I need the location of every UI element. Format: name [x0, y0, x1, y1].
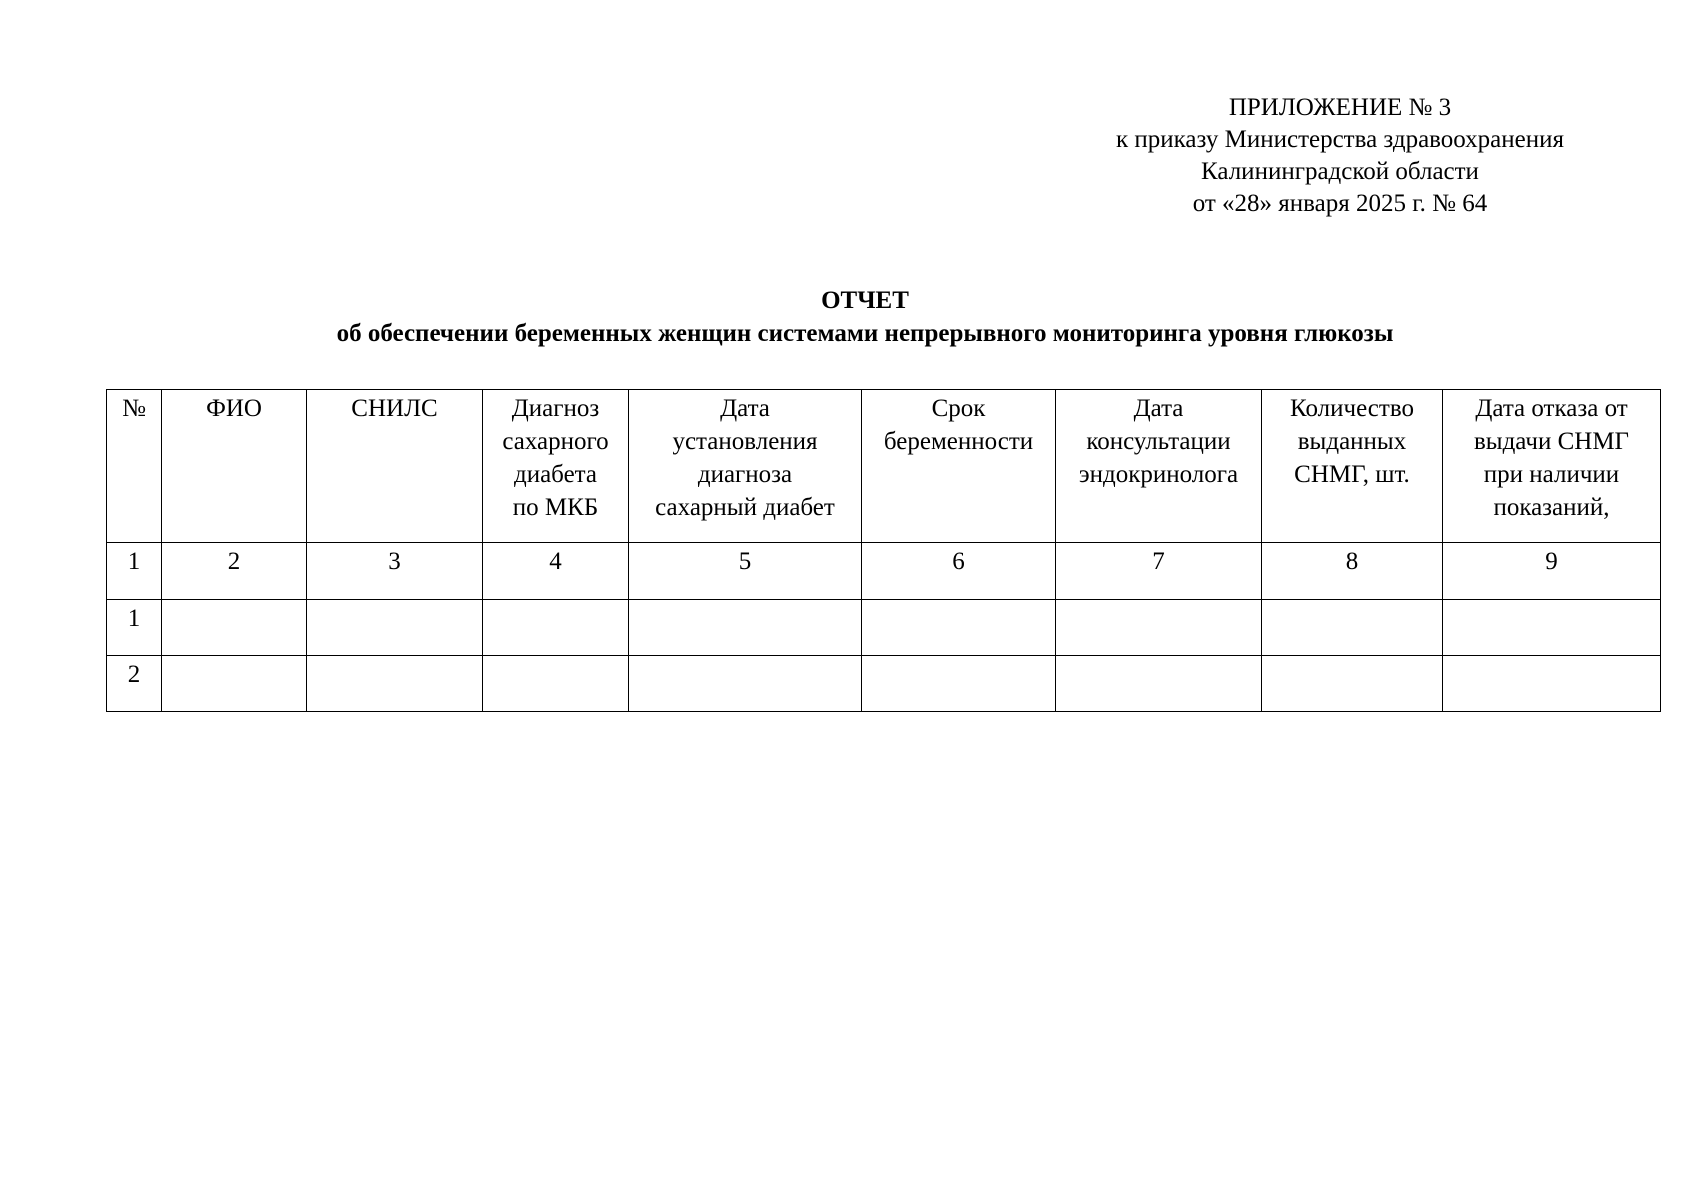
appendix-header	[1030, 92, 1650, 220]
column-number-cell: 3	[307, 543, 483, 600]
column-header	[1443, 390, 1661, 543]
column-header	[1262, 390, 1443, 543]
column-header	[107, 390, 162, 543]
column-number-cell: 5	[629, 543, 862, 600]
table-header-row	[107, 390, 1661, 543]
column-header-line: Дата	[720, 395, 770, 422]
column-number-cell: 2	[162, 543, 307, 600]
table-cell	[1056, 600, 1262, 656]
column-header-line: диагноза	[697, 461, 793, 488]
table-cell	[629, 656, 862, 712]
column-header-line: выданных	[1297, 428, 1407, 455]
column-number-cell: 4	[483, 543, 629, 600]
column-number-cell: 7	[1056, 543, 1262, 600]
column-number-row	[107, 543, 1661, 600]
appendix-date: от «28» января 2025 г. № 64	[1192, 190, 1488, 217]
column-number-cell: 1	[107, 543, 162, 600]
table-cell	[307, 600, 483, 656]
row-number-cell: 2	[107, 656, 162, 712]
column-header-line: показаний,	[1493, 494, 1610, 521]
column-header	[1056, 390, 1262, 543]
column-header-line: сахарного	[502, 428, 609, 455]
table-row	[107, 656, 1661, 712]
column-header-line: по МКБ	[512, 494, 599, 521]
column-header-line: №	[122, 395, 146, 422]
column-number-cell: 8	[1262, 543, 1443, 600]
column-header-line: Диагноз	[511, 395, 600, 422]
column-header-line: эндокринолога	[1078, 461, 1239, 488]
column-header	[629, 390, 862, 543]
column-header-line: ФИО	[206, 395, 262, 422]
column-header	[162, 390, 307, 543]
table-cell	[1443, 600, 1661, 656]
column-header-line: Дата	[1133, 395, 1184, 422]
column-header	[862, 390, 1056, 543]
column-number-cell: 6	[862, 543, 1056, 600]
report-title-block	[0, 284, 1697, 350]
table-cell	[629, 600, 862, 656]
column-header-line: Дата отказа от	[1475, 395, 1628, 422]
column-header-line: Срок	[931, 395, 986, 422]
column-header-line: СНИЛС	[351, 395, 438, 422]
report-title: ОТЧЕТ	[821, 287, 909, 314]
table-cell	[862, 656, 1056, 712]
table-cell	[1262, 600, 1443, 656]
column-header-line: диабета	[513, 461, 597, 488]
column-header-line: консультации	[1086, 428, 1231, 455]
column-header-line: Количество	[1290, 395, 1414, 422]
column-header	[307, 390, 483, 543]
table-cell	[1056, 656, 1262, 712]
column-header-line: беременности	[883, 428, 1034, 455]
row-number-cell: 1	[107, 600, 162, 656]
table-row	[107, 600, 1661, 656]
table-cell	[162, 600, 307, 656]
column-header-line: СНМГ, шт.	[1294, 461, 1410, 488]
column-header-line: сахарный диабет	[655, 494, 835, 521]
report-table	[106, 389, 1661, 712]
column-number-cell: 9	[1443, 543, 1661, 600]
appendix-region: Калининградской области	[1201, 158, 1479, 185]
report-subtitle: об обеспечении беременных женщин системами непрерывного мониторинга уровня глюкозы	[336, 320, 1394, 347]
column-header-line: при наличии	[1483, 461, 1620, 488]
column-header-line: установления	[672, 428, 818, 455]
appendix-order-ref: к приказу Министерства здравоохранения	[1115, 126, 1565, 153]
column-header	[483, 390, 629, 543]
table-cell	[483, 600, 629, 656]
table-cell	[1443, 656, 1661, 712]
table-cell	[1262, 656, 1443, 712]
table-cell	[483, 656, 629, 712]
table-cell	[307, 656, 483, 712]
table-cell	[162, 656, 307, 712]
table-cell	[862, 600, 1056, 656]
column-header-line: выдачи СНМГ	[1473, 428, 1630, 455]
appendix-number: ПРИЛОЖЕНИЕ № 3	[1228, 94, 1452, 121]
